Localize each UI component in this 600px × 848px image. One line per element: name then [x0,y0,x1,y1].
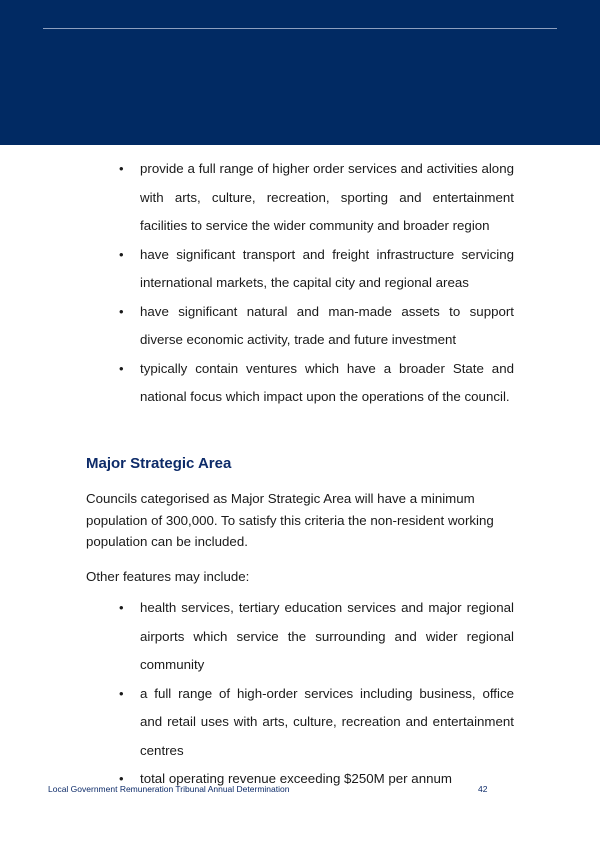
footer-title: Local Government Remuneration Tribunal Annual Determination [48,784,290,794]
list-item-text: total operating revenue exceeding $250M per annum [140,771,452,786]
list-item [0,241,600,298]
list-item-text: have significant natural and man-made assets to support diverse economic activity, trade and future investment [140,303,514,347]
header-band [0,0,600,145]
header-divider [43,28,557,29]
bullet-icon: • [119,303,124,319]
list-item [0,594,600,680]
bullet-icon: • [119,360,124,376]
list-item [0,298,600,355]
major-strategic-feature-list [0,594,600,794]
bullet-icon: • [119,161,124,176]
bullet-icon: • [119,246,124,262]
list-item [0,680,600,766]
list-item-text: health services, tertiary education services and major regional airports which service the surrounding and wider regional community [140,600,514,672]
list-item-text: typically contain ventures which have a broader State and national focus which impact upon the operations of the council. [140,360,514,404]
section-paragraph: Councils categorised as Major Strategic Area will have a minimum population of 300,000. To satisfy this criteria the non-resident working population can be included. [86,491,494,549]
bullet-icon: • [119,771,124,786]
features-intro: Other features may include: [86,569,250,584]
bullet-icon: • [119,685,124,701]
list-item [0,355,600,412]
list-item-text: provide a full range of higher order services and activities along with arts, culture, recreation, sporting and entertainment facilities to service the wider community and broader region [140,161,514,233]
page-number: 42 [478,784,488,794]
list-item [0,155,600,241]
section-heading: Major Strategic Area [86,455,232,472]
list-item-text: have significant transport and freight infrastructure servicing international markets, the capital city and regional areas [140,246,514,290]
list-item-text: a full range of high-order services including business, office and retail uses with arts, culture, recreation and entertainment centres [140,685,514,758]
feature-list [0,155,600,412]
bullet-icon: • [119,600,124,615]
